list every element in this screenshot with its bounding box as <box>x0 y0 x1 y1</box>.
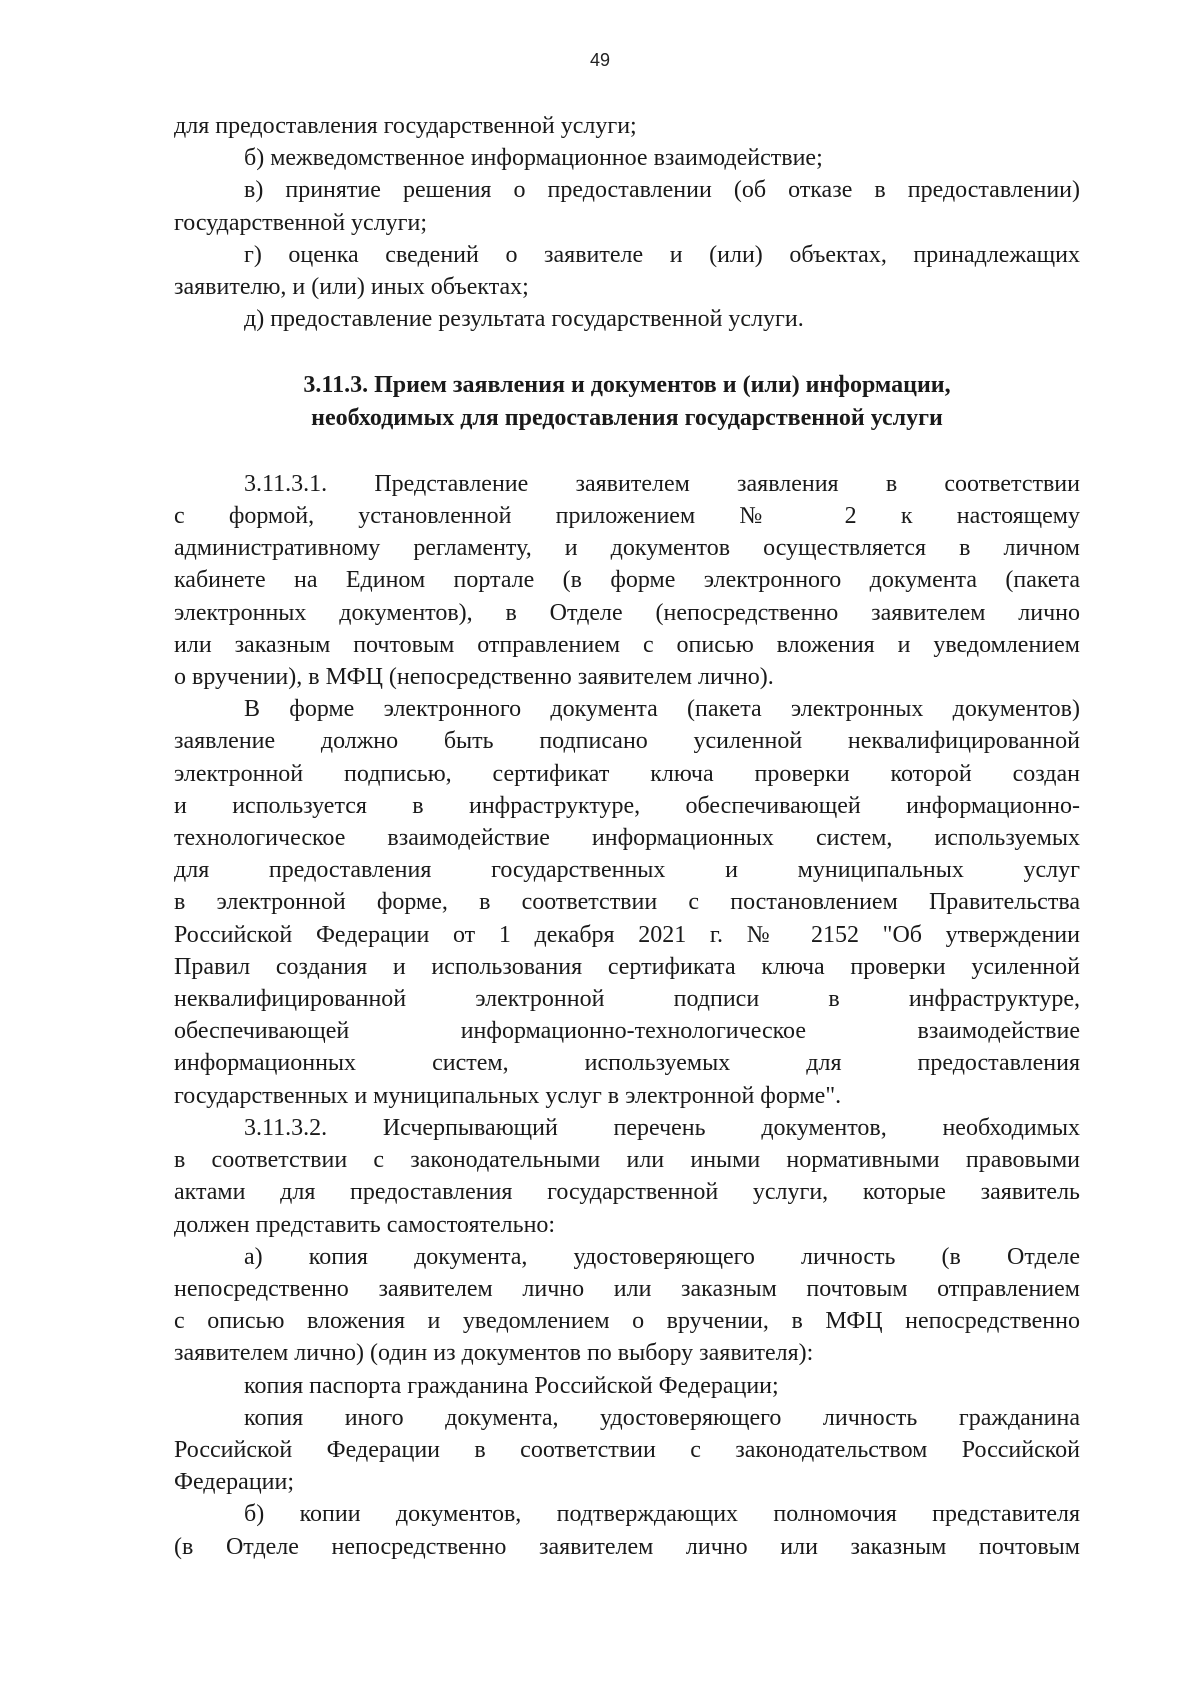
text-line: электронных документов), в Отделе (непосредственно заявителем лично <box>174 599 1080 626</box>
text-line: должен представить самостоятельно: <box>174 1211 556 1238</box>
list-item-a-line: а) копия документа, удостоверяющего личность (в Отделе <box>244 1243 1080 1270</box>
paragraph-electronic-form-line: В форме электронного документа (пакета электронных документов) <box>244 696 1080 723</box>
text-line: Российской Федерации в соответствии с законодательством Российской <box>174 1436 1080 1463</box>
section-heading-line-1: 3.11.3. Прием заявления и документов и (или) информации, <box>303 372 951 399</box>
text-line: кабинете на Едином портале (в форме электронного документа (пакета <box>174 567 1080 594</box>
text-line: заявителем лично) (один из документов по выбору заявителя): <box>174 1340 814 1367</box>
text-line: или заказным почтовым отправлением с описью вложения и уведомлением <box>174 631 1080 658</box>
text-line: для предоставления государственных и муниципальных услуг <box>174 857 1080 884</box>
list-item-b-line: б) копии документов, подтверждающих полномочия представителя <box>244 1501 1080 1528</box>
page-number: 49 <box>589 50 611 70</box>
text-line: для предоставления государственной услуги; <box>174 113 637 139</box>
text-line: с формой, установленной приложением № 2 к настоящему <box>174 503 1080 530</box>
list-item-b: б) межведомственное информационное взаимодействие; <box>244 145 823 172</box>
text-line: и используется в инфраструктуре, обеспечивающей информационно- <box>174 792 1080 819</box>
text-line: обеспечивающей информационно-технологическое взаимодействие <box>174 1018 1080 1045</box>
list-subitem-other-id: копия иного документа, удостоверяющего личность гражданина <box>244 1404 1080 1431</box>
text-line: заявителю, и (или) иных объектах; <box>174 274 529 301</box>
section-heading <box>174 369 1080 433</box>
text-line: государственной услуги; <box>174 209 428 236</box>
text-line: технологическое взаимодействие информационных систем, используемых <box>174 825 1080 852</box>
text-line: (в Отделе непосредственно заявителем лично или заказным почтовым <box>174 1533 1080 1560</box>
text-line: Правил создания и использования сертификата ключа проверки усиленной <box>174 953 1080 980</box>
list-item-g: г) оценка сведений о заявителе и (или) объектах, принадлежащих <box>244 241 1080 268</box>
section-heading-line-2: необходимых для предоставления государственной услуги <box>311 404 943 431</box>
text-line: электронной подписью, сертификат ключа проверки которой создан <box>174 760 1080 787</box>
text-line: Российской Федерации от 1 декабря 2021 г. № 2152 "Об утверждении <box>174 921 1080 948</box>
text-line: в соответствии с законодательными или иными нормативными правовыми <box>174 1147 1080 1174</box>
list-subitem-passport: копия паспорта гражданина Российской Федерации; <box>244 1372 779 1399</box>
paragraph-3-11-3-2-line: 3.11.3.2. Исчерпывающий перечень документов, необходимых <box>244 1114 1080 1141</box>
text-line: заявление должно быть подписано усиленной неквалифицированной <box>174 728 1080 755</box>
text-line: государственных и муниципальных услуг в электронной форме". <box>174 1082 842 1109</box>
text-line: актами для предоставления государственной услуги, которые заявитель <box>174 1179 1080 1206</box>
text-line: информационных систем, используемых для предоставления <box>174 1050 1080 1077</box>
list-item-v: в) принятие решения о предоставлении (об отказе в предоставлении) <box>244 177 1080 204</box>
text-line: в электронной форме, в соответствии с постановлением Правительства <box>174 889 1080 916</box>
text-line: неквалифицированной электронной подписи в инфраструктуре, <box>174 986 1080 1013</box>
text-line: непосредственно заявителем лично или заказным почтовым отправлением <box>174 1275 1080 1302</box>
text-line: Федерации; <box>174 1469 295 1496</box>
text-line: административному регламенту, и документов осуществляется в личном <box>174 535 1080 562</box>
text-line: о вручении), в МФЦ (непосредственно заявителем лично). <box>174 664 774 691</box>
paragraph-3-11-3-1-line: 3.11.3.1. Представление заявителем заявления в соответствии <box>244 470 1080 497</box>
document-body <box>174 110 1080 1563</box>
text-line: с описью вложения и уведомлением о вручении, в МФЦ непосредственно <box>174 1308 1080 1335</box>
list-item-d: д) предоставление результата государственной услуги. <box>244 306 804 333</box>
